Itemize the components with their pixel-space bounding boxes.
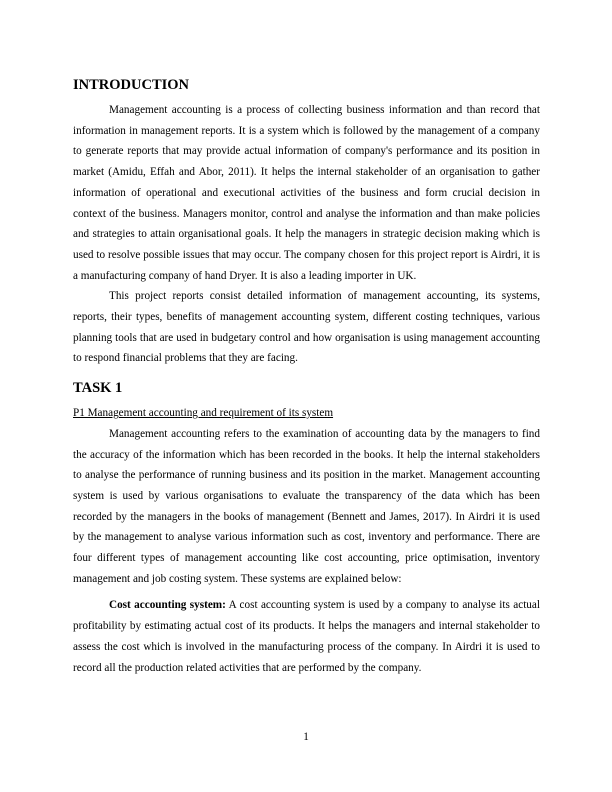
task-1-paragraph-1: Management accounting refers to the examination of accounting data by the managers to find the accuracy of the information which has been recorded in the books. It help the internal stakeholders to analyse the performance of running business and its position in the market. Management accounting system is used by various organisations to evaluate the transparency of the data which has been recorded by the managers in the books of management (Bennett and James, 2017). In Airdri it is used by the management to analyse various information such as cost, inventory and performance. There are four different types of management accounting like cost accounting, price optimisation, inventory management and job costing system. These systems are explained below:: [73, 427, 540, 585]
document-page: [73, 74, 540, 678]
page-number: 1: [303, 731, 309, 743]
task-1-heading: TASK 1: [73, 380, 123, 397]
introduction-heading: INTRODUCTION: [73, 77, 190, 93]
cost-accounting-paragraph: [73, 595, 540, 678]
introduction-paragraph-2: This project reports consist detailed information of management accounting, its systems, reports, their types, benefits of management accounting system, different costing techniques, various planning tools that are used in budgetary control and how organisation is using management accounting to respond financial problems that they are facing.: [73, 290, 540, 365]
introduction-paragraph-1: Management accounting is a process of collecting business information and than record that information in management reports. It is a system which is followed by the management of a company to generate reports that may provide actual information of company's performance and its position in market (Amidu, Effah and Abor, 2011). It helps the internal stakeholder of an organisation to gather information of operational and executional activities of the business and form crucial decision in context of the business. Managers monitor, control and analyse the information and than make policies and strategies to attain organisational goals. It help the managers in strategic decision making which is used to resolve possible issues that may occur. The company chosen for this project report is Airdri, it is a manufacturing company of hand Dryer. It is also a leading importer in UK.: [73, 104, 540, 282]
p1-subheading: P1 Management accounting and requirement of its system: [73, 407, 334, 420]
cost-accounting-text: A cost accounting system is used by a company to analyse its actual profitability by estimating actual cost of its products. It helps the managers and internal stakeholder to assess the cost which is involved in the manufacturing process of the company. In Airdri it is used to record all the production related activities that are performed by the company.: [73, 599, 540, 674]
cost-accounting-term: Cost accounting system:: [109, 599, 226, 612]
